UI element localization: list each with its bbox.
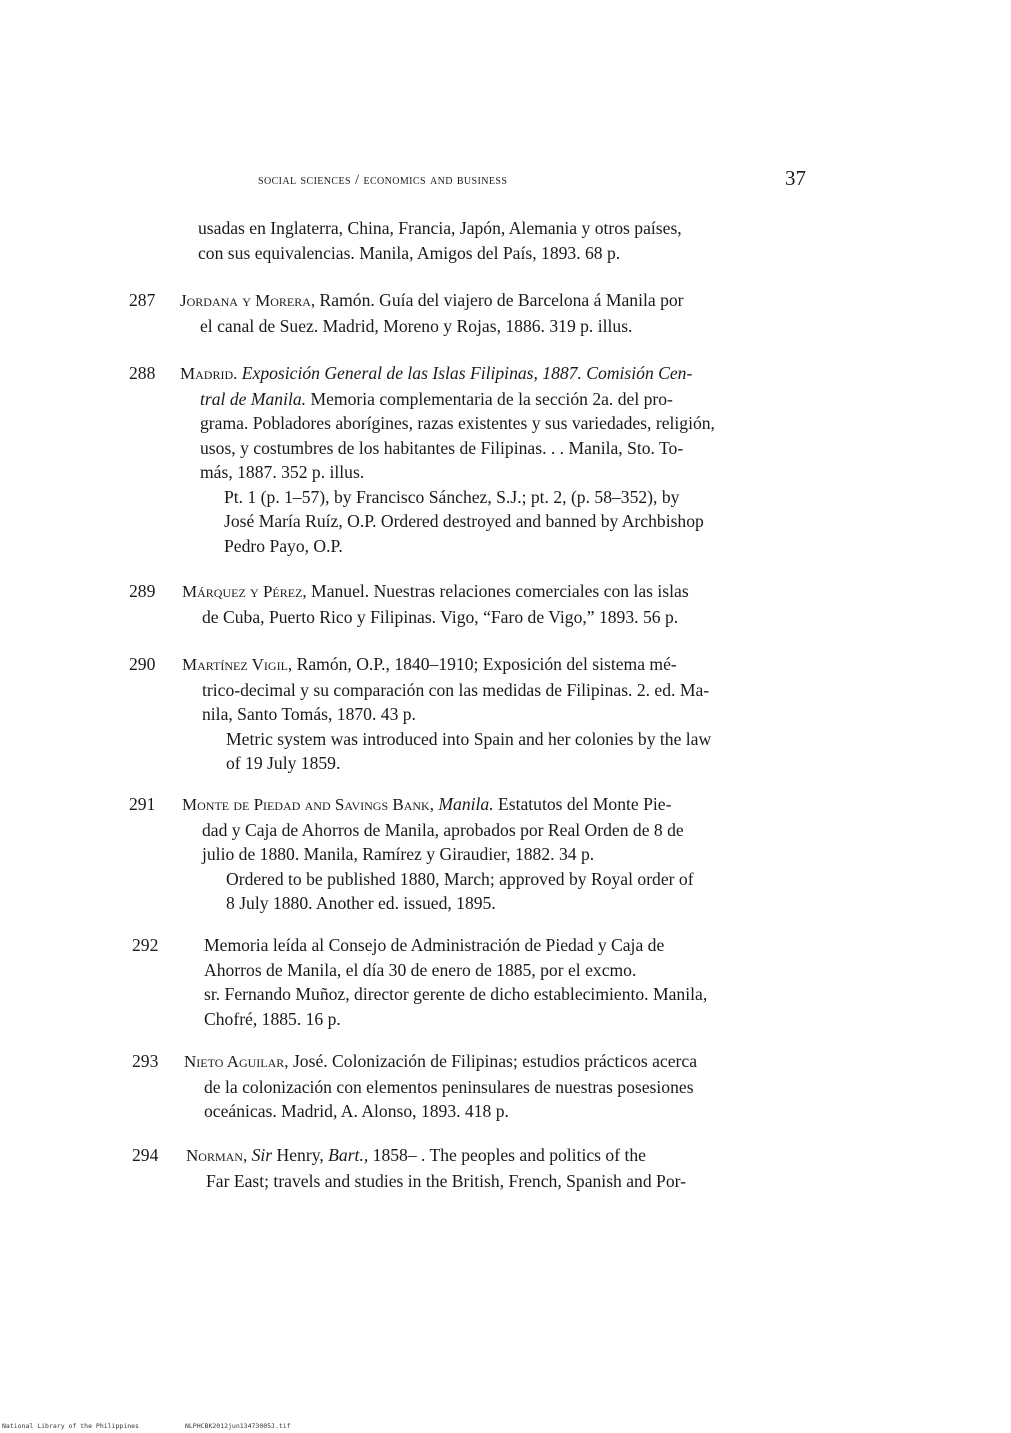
footer-file: NLPHCBK2012jun13473005J.tif (184, 1422, 291, 1430)
entry-number: 292 (132, 935, 159, 955)
entry-author: Nieto Aguilar, (184, 1052, 289, 1071)
scan-footer (2, 1422, 337, 1430)
footer-library: National Library of the Philippines (2, 1422, 139, 1430)
entry-note: of 19 July 1859. (226, 753, 341, 773)
entry-number: 290 (129, 654, 156, 674)
continuation-line: con sus equivalencias. Manila, Amigos del País, 1893. 68 p. (198, 242, 621, 263)
entry-note: 8 July 1880. Another ed. issued, 1895. (226, 893, 496, 913)
entry-note: Metric system was introduced into Spain and her colonies by the law (226, 728, 712, 749)
entry-number: 294 (132, 1145, 159, 1165)
entry-number: 287 (129, 290, 156, 310)
entry-author: Martínez Vigil, (182, 655, 293, 674)
entry-number: 293 (132, 1051, 159, 1071)
page-number: 37 (785, 166, 806, 190)
continuation-line: usadas en Inglaterra, China, Francia, Japón, Alemania y otros países, (198, 218, 682, 238)
entry-author: Márquez y Pérez, (182, 582, 307, 601)
entry-author: Jordana y Morera, (180, 291, 316, 310)
entry-number: 289 (129, 581, 156, 601)
entry-note: Pt. 1 (p. 1–57), by Francisco Sánchez, S.J.; pt. 2, (p. 58–352), by (224, 486, 680, 507)
entry-note: Ordered to be published 1880, March; approved by Royal order of (226, 868, 694, 889)
entry-author: Madrid. (180, 364, 238, 383)
running-header (258, 168, 810, 194)
entry-author: Norman, (186, 1146, 248, 1165)
entry-number: 291 (129, 794, 156, 814)
entry-note: José María Ruíz, O.P. Ordered destroyed and banned by Archbishop (224, 511, 704, 531)
running-title: social sciences / economics and business (258, 172, 508, 188)
entry-author: Monte de Piedad and Savings Bank, (182, 795, 434, 814)
entry-number: 288 (129, 363, 156, 383)
entry-note: Pedro Payo, O.P. (224, 535, 343, 556)
